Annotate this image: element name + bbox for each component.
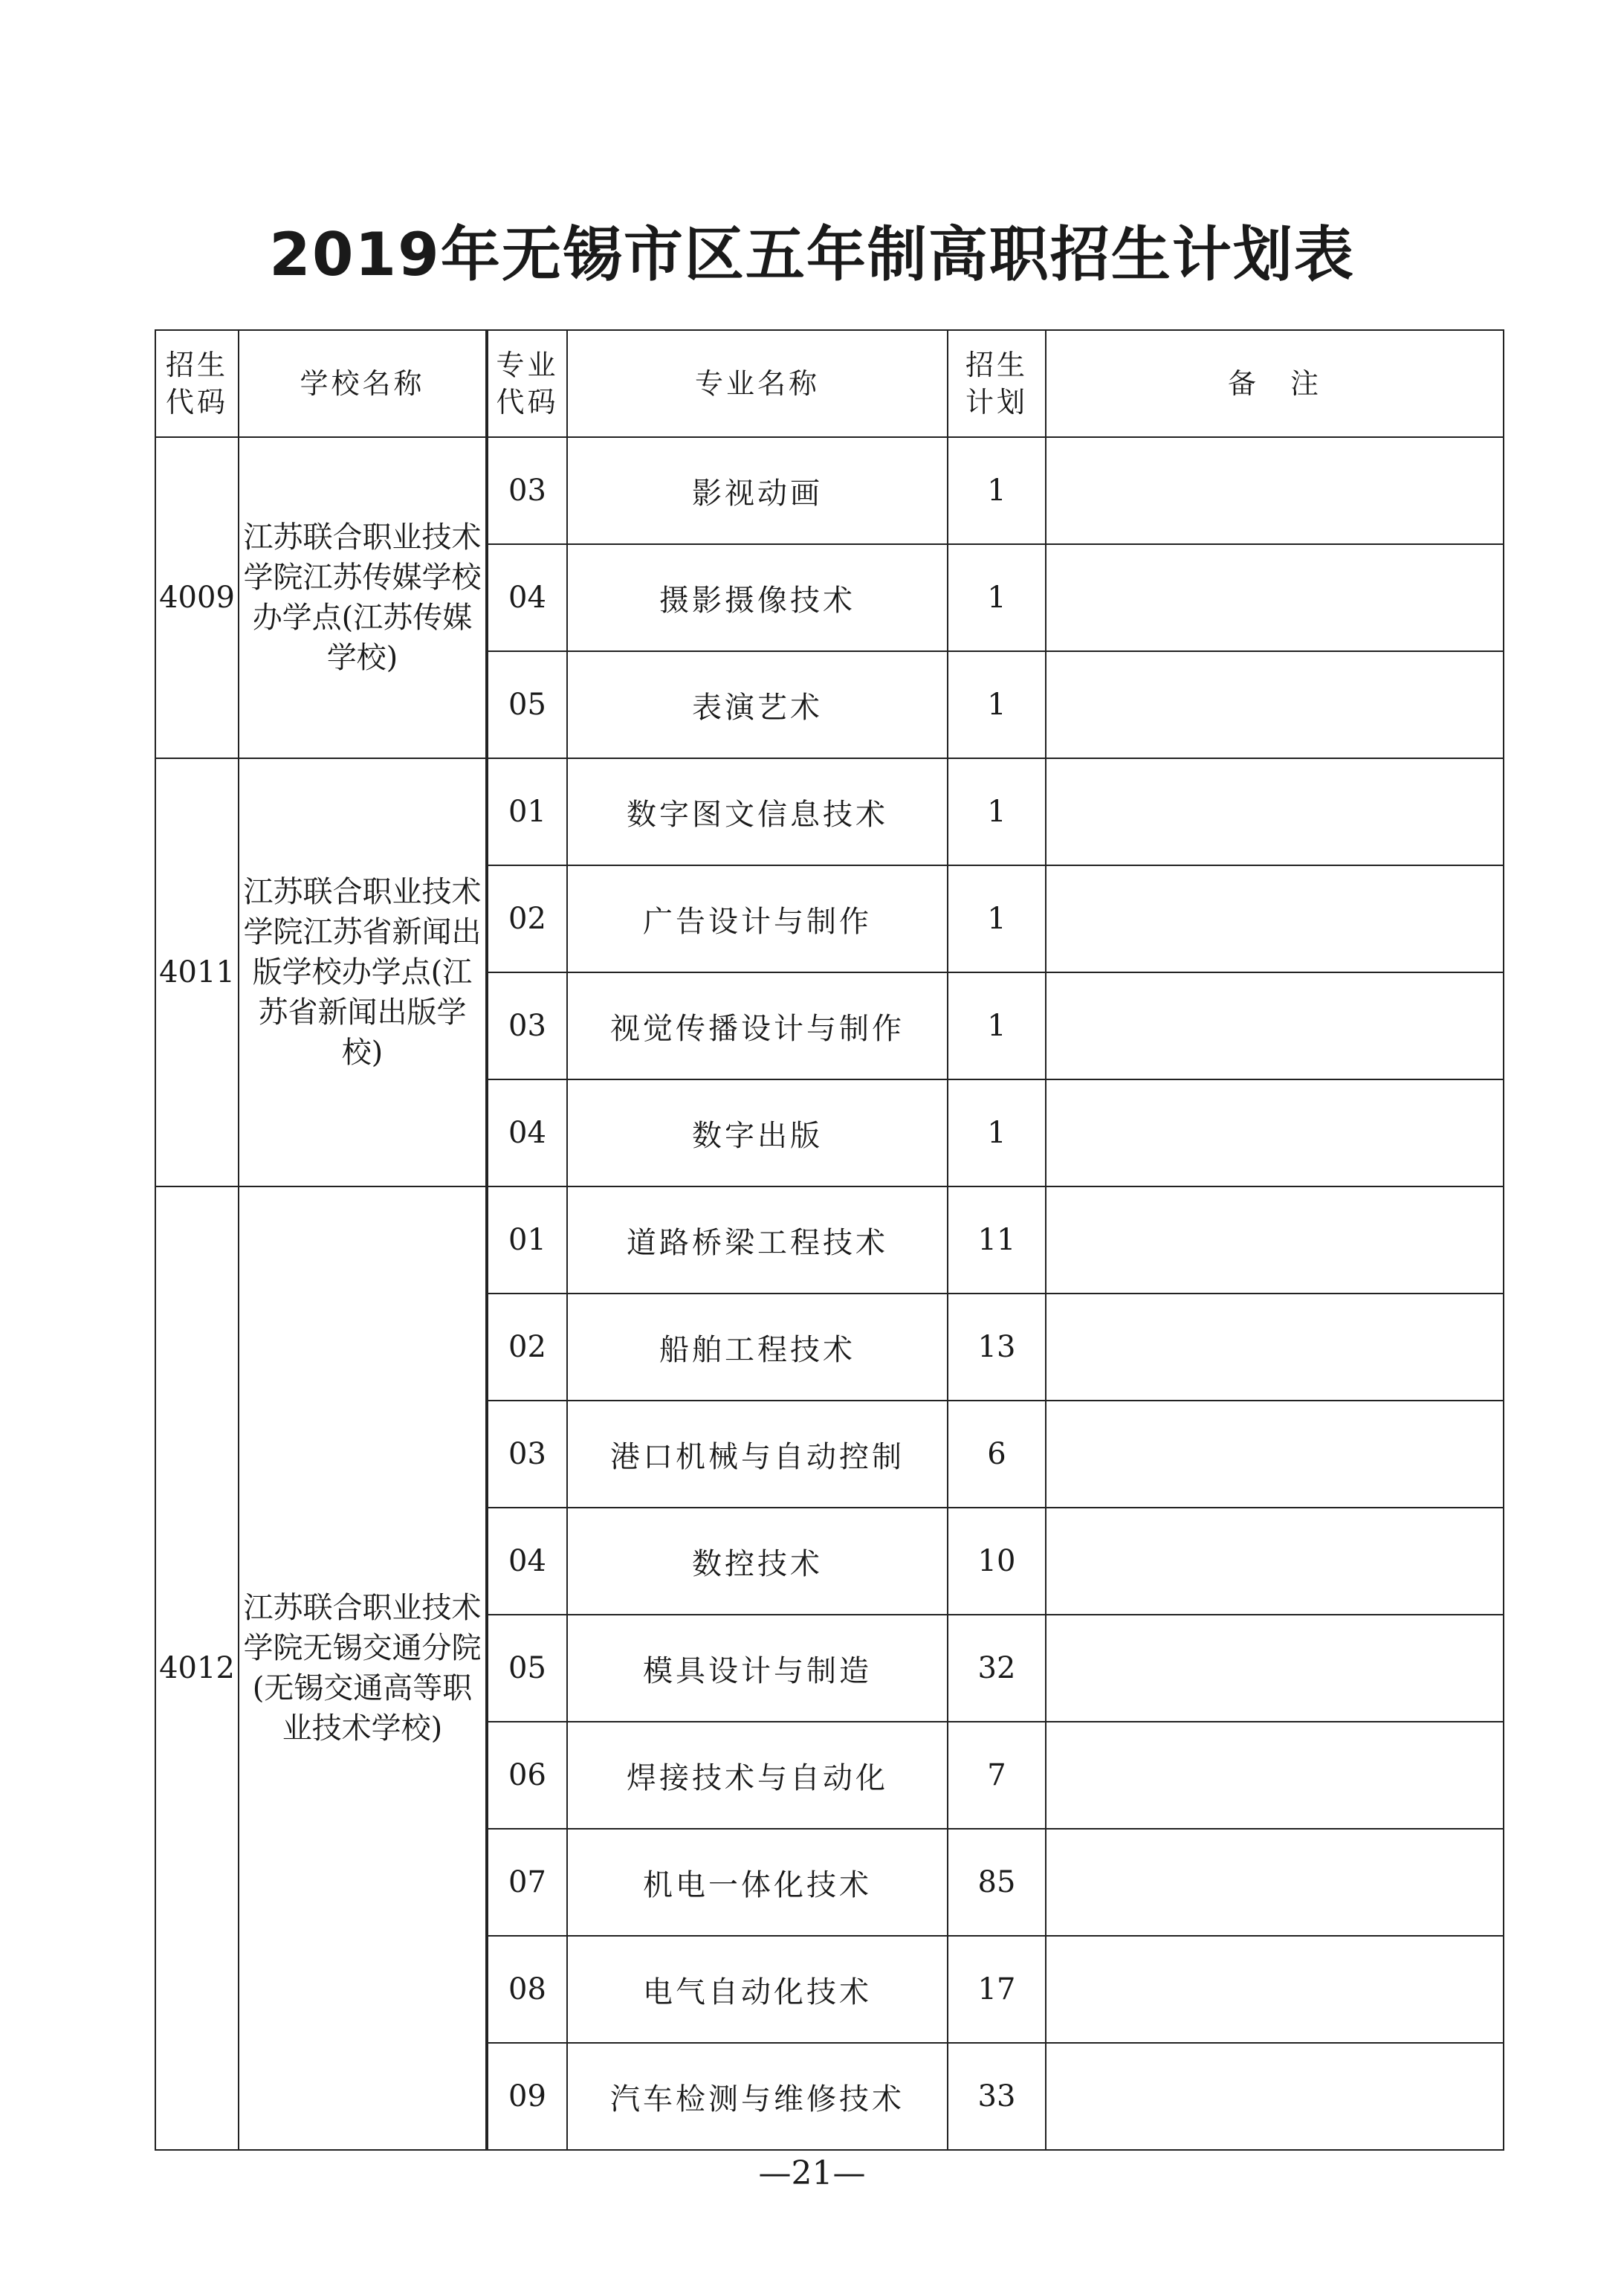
table-row bbox=[155, 758, 1504, 865]
remark-cell bbox=[1046, 1722, 1504, 1829]
remark-cell bbox=[1046, 1079, 1504, 1186]
plan-cell: 32 bbox=[948, 1615, 1046, 1722]
page-number: —21— bbox=[758, 2154, 866, 2192]
plan-cell: 11 bbox=[948, 1186, 1046, 1294]
remark-cell bbox=[1046, 1829, 1504, 1936]
major-name-cell: 影视动画 bbox=[567, 437, 948, 544]
school-name-cell: 江苏联合职业技术学院江苏传媒学校办学点(江苏传媒学校) bbox=[239, 437, 487, 758]
major-code-cell: 05 bbox=[487, 651, 567, 758]
major-name-cell: 摄影摄像技术 bbox=[567, 544, 948, 651]
plan-cell: 1 bbox=[948, 972, 1046, 1079]
major-name-cell: 模具设计与制造 bbox=[567, 1615, 948, 1722]
table-row bbox=[155, 437, 1504, 544]
major-code-cell: 02 bbox=[487, 865, 567, 972]
header-school-name: 学校名称 bbox=[239, 330, 487, 437]
header-school-code bbox=[155, 330, 239, 437]
major-code-cell: 09 bbox=[487, 2043, 567, 2150]
remark-cell bbox=[1046, 1936, 1504, 2043]
plan-cell: 7 bbox=[948, 1722, 1046, 1829]
plan-cell: 1 bbox=[948, 651, 1046, 758]
remark-cell bbox=[1046, 437, 1504, 544]
major-name-cell: 数字出版 bbox=[567, 1079, 948, 1186]
major-code-cell: 07 bbox=[487, 1829, 567, 1936]
page-title: 2019年无锡市区五年制高职招生计划表 bbox=[269, 220, 1355, 289]
header-major-name: 专业名称 bbox=[567, 330, 948, 437]
major-name-cell: 表演艺术 bbox=[567, 651, 948, 758]
plan-cell: 1 bbox=[948, 437, 1046, 544]
remark-cell bbox=[1046, 865, 1504, 972]
school-name-cell: 江苏联合职业技术学院无锡交通分院(无锡交通高等职业技术学校) bbox=[239, 1186, 487, 2150]
school-code-cell: 4009 bbox=[155, 437, 239, 758]
plan-cell: 17 bbox=[948, 1936, 1046, 2043]
major-code-cell: 05 bbox=[487, 1615, 567, 1722]
major-name-cell: 数控技术 bbox=[567, 1508, 948, 1615]
major-code-cell: 08 bbox=[487, 1936, 567, 2043]
remark-cell bbox=[1046, 1615, 1504, 1722]
plan-cell: 1 bbox=[948, 1079, 1046, 1186]
plan-cell: 1 bbox=[948, 758, 1046, 865]
remark-cell bbox=[1046, 544, 1504, 651]
major-code-cell: 01 bbox=[487, 758, 567, 865]
major-name-cell: 道路桥梁工程技术 bbox=[567, 1186, 948, 1294]
plan-cell: 33 bbox=[948, 2043, 1046, 2150]
header-remarks: 备 注 bbox=[1046, 330, 1504, 437]
plan-cell: 10 bbox=[948, 1508, 1046, 1615]
school-code-cell: 4012 bbox=[155, 1186, 239, 2150]
major-code-cell: 06 bbox=[487, 1722, 567, 1829]
header-major-code-label: 专业 代码 bbox=[496, 349, 559, 419]
major-code-cell: 01 bbox=[487, 1186, 567, 1294]
major-name-cell: 机电一体化技术 bbox=[567, 1829, 948, 1936]
table-header-row bbox=[155, 330, 1504, 437]
major-code-cell: 03 bbox=[487, 437, 567, 544]
major-code-cell: 02 bbox=[487, 1294, 567, 1401]
plan-cell: 13 bbox=[948, 1294, 1046, 1401]
plan-cell: 85 bbox=[948, 1829, 1046, 1936]
remark-cell bbox=[1046, 1186, 1504, 1294]
school-name-cell: 江苏联合职业技术学院江苏省新闻出版学校办学点(江苏省新闻出版学校) bbox=[239, 758, 487, 1186]
plan-cell: 6 bbox=[948, 1401, 1046, 1508]
remark-cell bbox=[1046, 1508, 1504, 1615]
major-name-cell: 港口机械与自动控制 bbox=[567, 1401, 948, 1508]
table-row bbox=[155, 1186, 1504, 1294]
header-school-code-label: 招生 代码 bbox=[165, 349, 228, 419]
major-name-cell: 焊接技术与自动化 bbox=[567, 1722, 948, 1829]
major-name-cell: 电气自动化技术 bbox=[567, 1936, 948, 2043]
major-code-cell: 04 bbox=[487, 544, 567, 651]
major-code-cell: 04 bbox=[487, 1079, 567, 1186]
remark-cell bbox=[1046, 651, 1504, 758]
header-plan bbox=[948, 330, 1046, 437]
remark-cell bbox=[1046, 972, 1504, 1079]
remark-cell bbox=[1046, 2043, 1504, 2150]
remark-cell bbox=[1046, 1401, 1504, 1508]
major-code-cell: 04 bbox=[487, 1508, 567, 1615]
school-code-cell: 4011 bbox=[155, 758, 239, 1186]
major-name-cell: 数字图文信息技术 bbox=[567, 758, 948, 865]
plan-cell: 1 bbox=[948, 865, 1046, 972]
header-major-code bbox=[487, 330, 567, 437]
major-name-cell: 汽车检测与维修技术 bbox=[567, 2043, 948, 2150]
header-plan-label: 招生 计划 bbox=[965, 349, 1028, 419]
enrollment-plan-table bbox=[155, 329, 1504, 2151]
remark-cell bbox=[1046, 1294, 1504, 1401]
remark-cell bbox=[1046, 758, 1504, 865]
major-name-cell: 视觉传播设计与制作 bbox=[567, 972, 948, 1079]
plan-cell: 1 bbox=[948, 544, 1046, 651]
major-code-cell: 03 bbox=[487, 972, 567, 1079]
major-name-cell: 船舶工程技术 bbox=[567, 1294, 948, 1401]
major-name-cell: 广告设计与制作 bbox=[567, 865, 948, 972]
major-code-cell: 03 bbox=[487, 1401, 567, 1508]
